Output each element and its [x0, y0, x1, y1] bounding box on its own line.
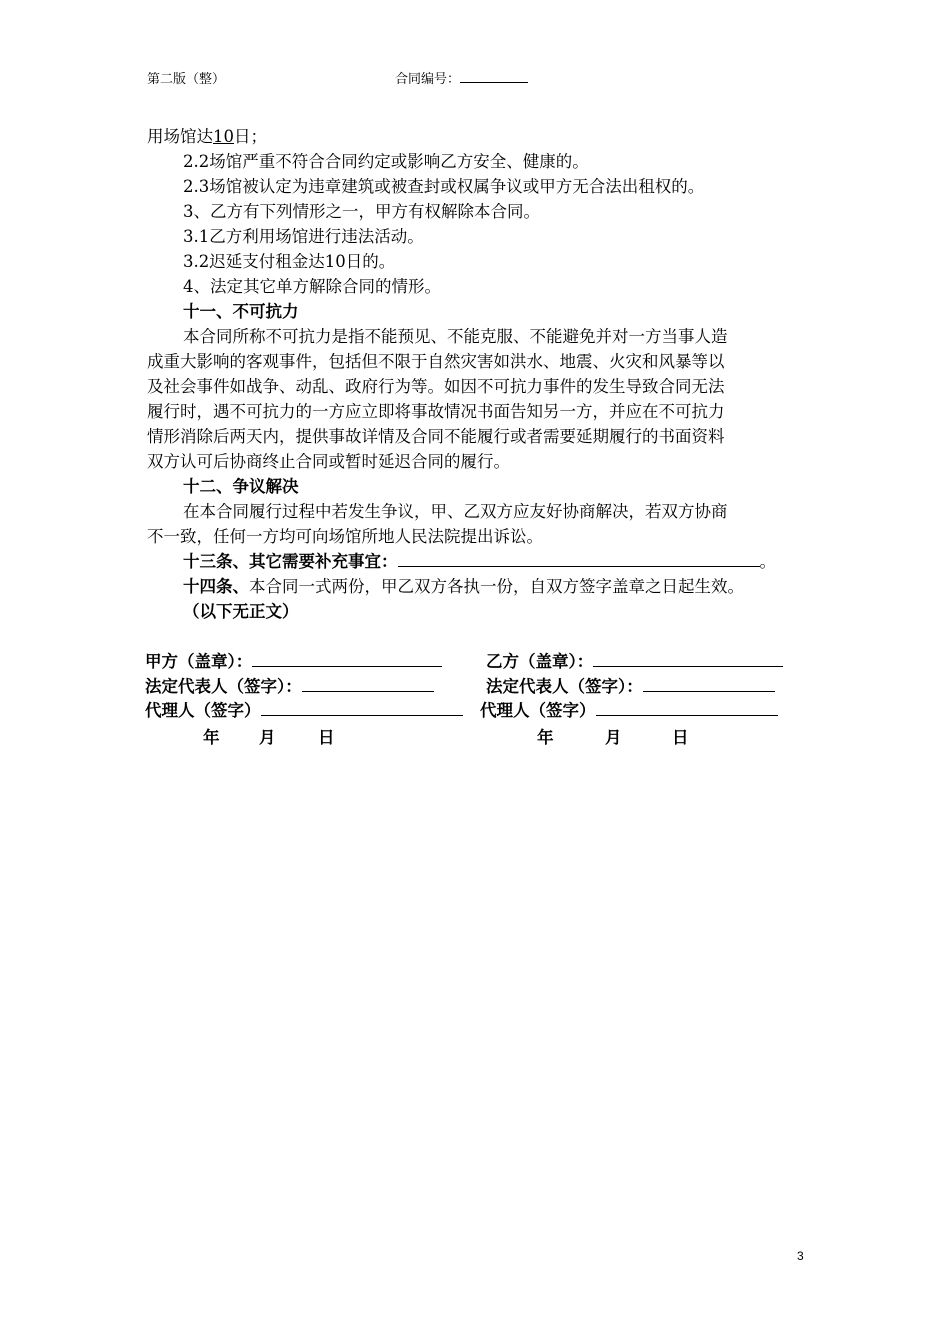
section-14 — [183, 574, 744, 599]
agent-a-blank — [261, 699, 463, 716]
legal-rep-b — [486, 675, 775, 699]
section-12-para-line: 不一致，任何一方均可向场馆所地人民法院提出诉讼。 — [147, 527, 543, 546]
clause-2-3: 2.3场馆被认定为违章建筑或被查封或权属争议或甲方无合法出租权的。 — [183, 177, 705, 196]
agent-b-label: 代理人（签字） — [480, 701, 596, 720]
date-b-month: 月 — [605, 728, 622, 747]
period: 。 — [759, 552, 776, 571]
party-a-seal-blank — [252, 650, 442, 667]
party-b-seal — [486, 650, 783, 674]
section-12-heading: 十二、争议解决 — [183, 477, 299, 496]
header-contract-no — [395, 68, 528, 87]
agent-a — [145, 699, 463, 723]
legal-rep-a-label: 法定代表人（签字）： — [145, 677, 302, 696]
section-13-heading: 十三条、其它需要补充事宜： — [183, 552, 398, 571]
section-11-para-line: 成重大影响的客观事件，包括但不限于自然灾害如洪水、地震、火灾和风暴等以 — [147, 352, 725, 371]
header-version: 第二版（整） — [147, 72, 226, 87]
party-b-seal-label: 乙方（盖章）： — [486, 652, 594, 671]
section-11-para-line: 及社会事件如战争、动乱、政府行为等。如因不可抗力事件的发生导致合同无法 — [147, 377, 725, 396]
legal-rep-b-label: 法定代表人（签字）： — [486, 677, 643, 696]
contract-no-label: 合同编号： — [395, 72, 461, 87]
legal-rep-a — [145, 675, 434, 699]
section-11-para-line: 本合同所称不可抗力是指不能预见、不能克服、不能避免并对一方当事人造 — [183, 327, 728, 346]
legal-rep-a-blank — [302, 675, 434, 692]
days-value: 10 — [213, 127, 234, 146]
section-11-para-line: 情形消除后两天内，提供事故详情及合同不能履行或者需要延期履行的书面资料 — [147, 427, 725, 446]
date-a-month: 月 — [259, 728, 276, 747]
legal-rep-b-blank — [643, 675, 775, 692]
agent-a-label: 代理人（签字） — [145, 701, 261, 720]
supplement-blank — [398, 550, 760, 567]
page-number: 3 — [797, 1249, 804, 1263]
line-venue-days — [147, 124, 267, 149]
section-13 — [183, 549, 776, 574]
contract-no-blank — [460, 69, 528, 83]
section-14-heading: 十四条、 — [183, 577, 249, 596]
date-a-year: 年 — [203, 728, 220, 747]
agent-b — [480, 699, 778, 723]
section-11-para-line: 双方认可后协商终止合同或暂时延迟合同的履行。 — [147, 452, 510, 471]
party-a-seal — [145, 650, 442, 674]
section-12-para-line: 在本合同履行过程中若发生争议，甲、乙双方应友好协商解决，若双方协商 — [183, 502, 728, 521]
party-b-seal-blank — [593, 650, 783, 667]
text: 日； — [234, 127, 267, 146]
no-more-text-note: （以下无正文） — [183, 602, 299, 621]
clause-2-2: 2.2场馆严重不符合合同约定或影响乙方安全、健康的。 — [183, 152, 589, 171]
date-b-day: 日 — [672, 728, 689, 747]
text: 用场馆达 — [147, 127, 213, 146]
section-14-text: 本合同一式两份，甲乙双方各执一份，自双方签字盖章之日起生效。 — [249, 577, 744, 596]
clause-3-1: 3.1乙方利用场馆进行违法活动。 — [183, 227, 424, 246]
clause-3: 3、乙方有下列情形之一，甲方有权解除本合同。 — [183, 202, 540, 221]
party-a-seal-label: 甲方（盖章）： — [145, 652, 253, 671]
section-11-para-line: 履行时，遇不可抗力的一方应立即将事故情况书面告知另一方，并应在不可抗力 — [147, 402, 725, 421]
clause-3-2: 3.2迟延支付租金达10日的。 — [183, 252, 396, 271]
date-a-day: 日 — [318, 728, 335, 747]
agent-b-blank — [596, 699, 778, 716]
section-11-heading: 十一、不可抗力 — [183, 302, 299, 321]
clause-4: 4、法定其它单方解除合同的情形。 — [183, 277, 441, 296]
date-b-year: 年 — [537, 728, 554, 747]
